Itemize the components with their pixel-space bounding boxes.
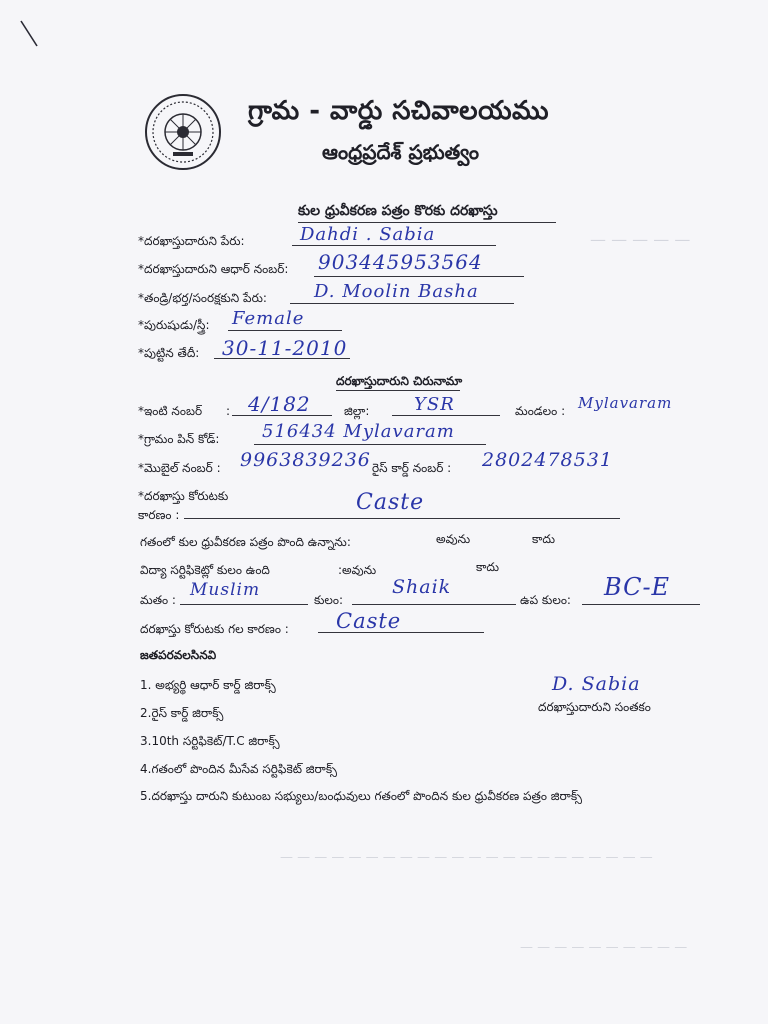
house-number-colon: : [226, 404, 231, 418]
mandal-value[interactable]: Mylavaram [578, 394, 673, 412]
caste-line [352, 604, 516, 605]
pin-code-line [254, 444, 486, 445]
purpose-label: *దరఖాస్తు కోరుటకు [138, 489, 229, 503]
ration-card-label: రైస్ కార్డ్ నంబర్ : [372, 461, 452, 475]
attachment-item: 1. అభ్యర్థి ఆధార్ కార్డ్ జిరాక్స్ [140, 678, 276, 692]
pen-scratch-mark [18, 18, 40, 50]
reason-label: దరఖాస్తు కోరుటకు గల కారణం : [140, 622, 289, 636]
attachment-item: 5.దరఖాస్తు దారుని కుటుంబ సభ్యులు/బంధువులు గతంలో పొందిన కుల ధ్రువీకరణ పత్రం జిరాక్స్ [140, 789, 582, 803]
show-through-text: — — — — — [590, 230, 691, 249]
purpose-line [184, 518, 620, 519]
address-title-underline [336, 390, 460, 391]
q2-yes-option[interactable]: :అవును [338, 563, 377, 577]
pin-code-value[interactable]: 516434 Mylavaram [262, 421, 455, 442]
house-number-value[interactable]: 4/182 [248, 392, 311, 416]
subcaste-line [582, 604, 700, 605]
aadhaar-value[interactable]: 903445953564 [318, 250, 483, 274]
attachments-title: జతపరవలసినవి [140, 648, 217, 662]
caste-label: కులం: [314, 593, 344, 607]
previous-certificate-question: గతంలో కుల ధ్రువీకరణ పత్రం పొంది ఉన్నాను: [140, 535, 351, 549]
education-caste-question: విద్యా సర్టిఫికెట్లో కులం ఉంది [140, 563, 270, 577]
district-label: జిల్లా: [344, 404, 370, 418]
district-value[interactable]: YSR [414, 394, 455, 415]
dob-value[interactable]: 30-11-2010 [222, 336, 348, 360]
aadhaar-line [314, 276, 524, 277]
gender-label: *పురుషుడు/స్త్రీ: [138, 318, 210, 332]
reason-value[interactable]: Caste [336, 609, 402, 633]
address-section-title: దరఖాస్తుదారుని చిరునామా [336, 374, 463, 388]
caste-value[interactable]: Shaik [392, 576, 452, 598]
purpose-value[interactable]: Caste [356, 490, 425, 515]
purpose-label-line2: కారణం : [138, 508, 180, 522]
gender-line [228, 330, 342, 331]
applicant-signature: D. Sabia [552, 673, 641, 695]
q1-yes-option[interactable]: అవును [436, 532, 471, 546]
signature-label: దరఖాస్తుదారుని సంతకం [538, 700, 651, 714]
religion-value[interactable]: Muslim [190, 580, 261, 600]
show-through-text: — — — — — — — — — — — — — — — — — — — — — — [280, 850, 653, 865]
q1-no-option[interactable]: కాదు [532, 532, 556, 546]
form-title-underline [298, 222, 556, 223]
mobile-label: *మొబైల్ నంబర్ : [138, 461, 221, 475]
gender-value[interactable]: Female [232, 308, 305, 329]
q2-no-option[interactable]: కాదు [476, 560, 500, 574]
attachment-item: 2.రైస్ కార్డ్ జిరాక్స్ [140, 706, 224, 720]
dob-label: *పుట్టిన తేదీ: [138, 346, 200, 360]
guardian-name-value[interactable]: D. Moolin Basha [314, 281, 479, 302]
dob-line [214, 358, 350, 359]
applicant-name-line [292, 245, 496, 246]
attachment-item: 4.గతంలో పొందిన మీసేవ సర్టిఫికెట్ జిరాక్స్ [140, 762, 338, 776]
ration-card-value[interactable]: 2802478531 [482, 449, 613, 471]
andhra-pradesh-emblem [143, 92, 223, 172]
house-number-line [232, 415, 332, 416]
religion-label: మతం : [140, 593, 176, 607]
aadhaar-label: *దరఖాస్తుదారుని ఆధార్ నంబర్: [138, 262, 289, 276]
religion-line [180, 604, 308, 605]
district-line [392, 415, 500, 416]
house-number-label: *ఇంటి నంబర్ [138, 404, 203, 418]
attachment-item: 3.10th సర్టిఫికెట్/T.C జిరాక్స్ [140, 734, 280, 748]
applicant-name-label: *దరఖాస్తుదారుని పేరు: [138, 234, 245, 248]
mandal-label: మండలం : [515, 404, 566, 418]
government-title: ఆంధ్రప్రదేశ్ ప్రభుత్వం [322, 140, 479, 164]
subcaste-value[interactable]: BC-E [604, 573, 671, 601]
pin-code-label: *గ్రామం పిన్ కోడ్: [138, 432, 220, 446]
office-title: గ్రామ - వార్డు సచివాలయము [248, 96, 550, 126]
reason-line [318, 632, 484, 633]
form-title: కుల ధ్రువీకరణ పత్రం కొరకు దరఖాస్తు [298, 203, 498, 219]
applicant-name-value[interactable]: Dahdi . Sabia [300, 224, 436, 245]
subcaste-label: ఉప కులం: [520, 593, 571, 607]
guardian-label: *తండ్రి/భర్త/సంరక్షకుని పేరు: [138, 291, 267, 305]
show-through-text: — — — — — — — — — — [520, 940, 688, 955]
mobile-value[interactable]: 9963839236 [240, 449, 371, 471]
guardian-line [290, 303, 514, 304]
